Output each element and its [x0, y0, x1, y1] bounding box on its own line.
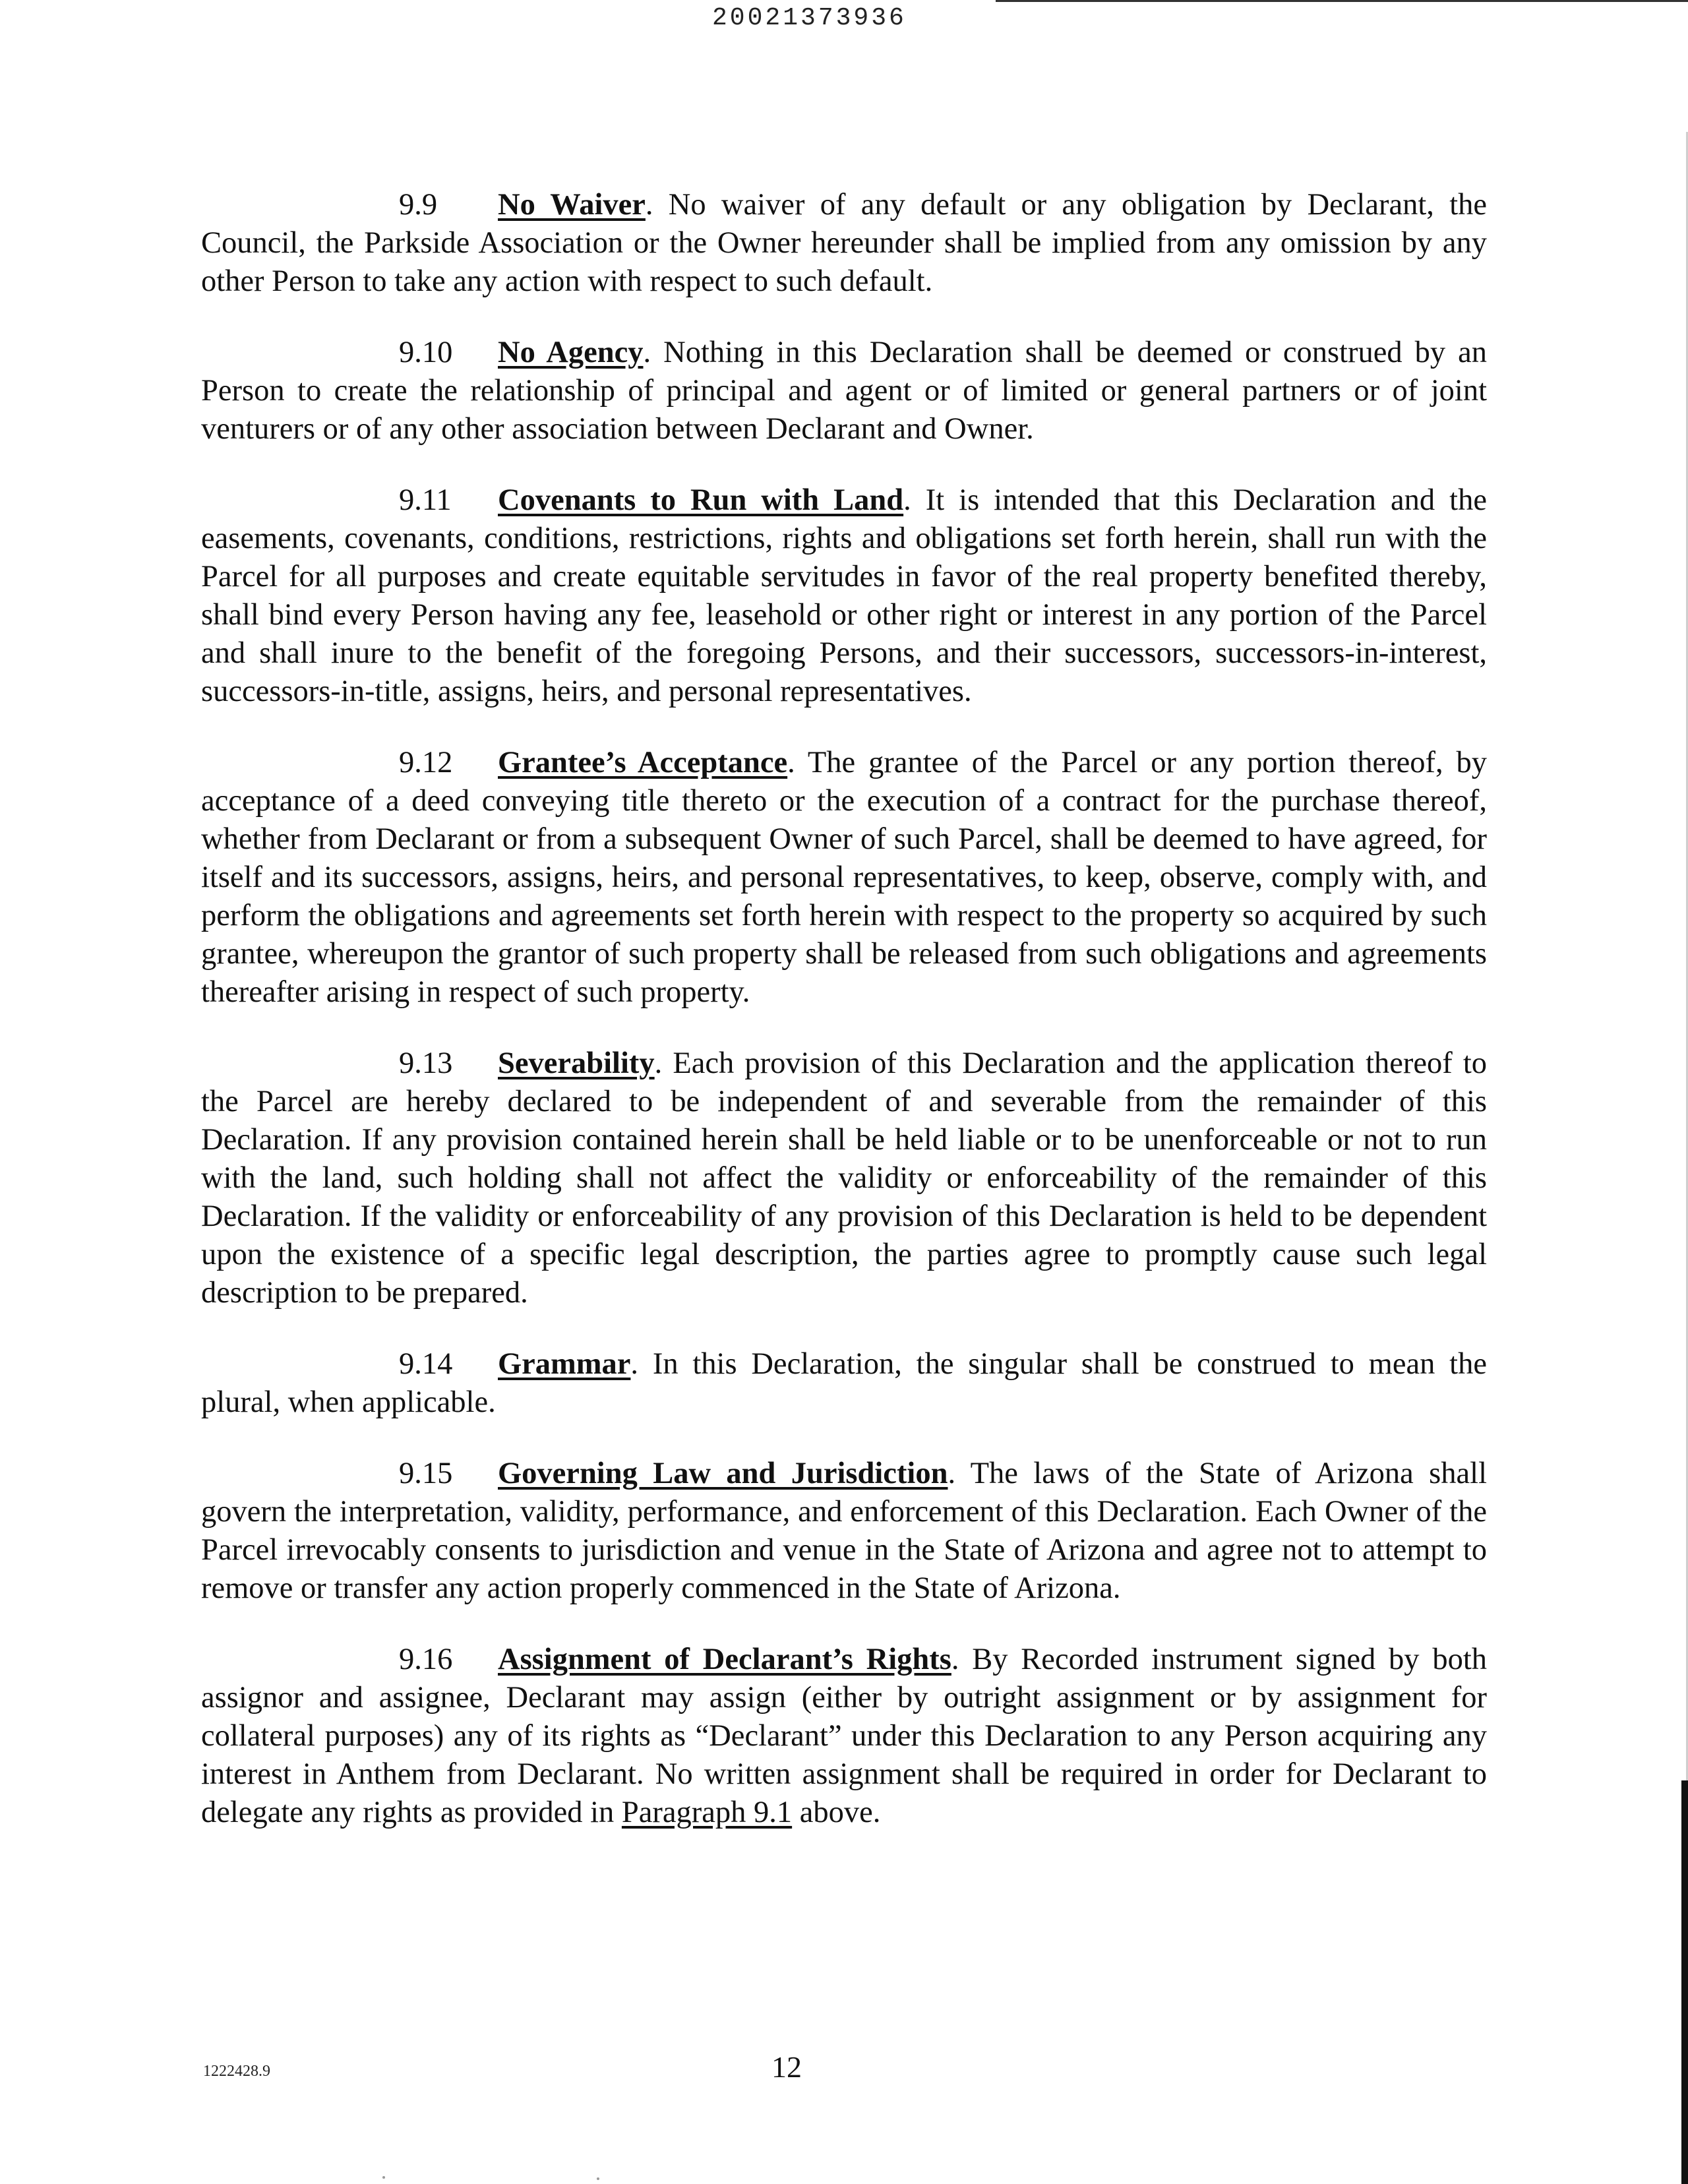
scan-speck	[597, 2177, 599, 2180]
section-9-13	[201, 1045, 1487, 1312]
scan-edge-bar	[1681, 1780, 1688, 2184]
section-number: 9.13	[399, 1046, 453, 1080]
page-number: 12	[771, 2050, 802, 2084]
recording-number: 20021373936	[712, 4, 907, 32]
section-heading: No Waiver	[498, 188, 646, 222]
scan-speck	[382, 2176, 385, 2179]
section-text: . No waiver of any default or any obligation by Declarant, the Council, the Parkside Association or the Owner hereunder shall be implied from any omission by any other Person to take any action with respect to such default.	[201, 188, 1487, 298]
section-number: 9.9	[399, 188, 438, 222]
section-9-11	[201, 481, 1487, 711]
section-heading: Assignment of Declarant’s Rights	[498, 1643, 951, 1676]
section-number: 9.15	[399, 1457, 453, 1490]
section-number: 9.10	[399, 336, 453, 369]
section-heading: Grammar	[498, 1347, 631, 1381]
section-number: 9.12	[399, 746, 453, 779]
section-9-15	[201, 1455, 1487, 1608]
section-heading: Governing Law and Jurisdiction	[498, 1457, 948, 1490]
section-number: 9.11	[399, 483, 452, 517]
document-body	[201, 186, 1487, 1865]
section-9-16	[201, 1641, 1487, 1832]
top-rule	[996, 0, 1688, 2]
section-9-12	[201, 744, 1487, 1012]
document-id: 1222428.9	[203, 2063, 270, 2080]
section-text: . By Recorded instrument signed by both assignor and assignee, Declarant may assign (either by outright assignment or by assignment for collateral purposes) any of its rights as “Declarant” under this Declaration to any Person acquiring any interest in Anthem from Declarant. No written assignment shall be required in order for Declarant to delegate any rights as provided in	[201, 1643, 1487, 1829]
section-9-14	[201, 1345, 1487, 1422]
section-9-10	[201, 334, 1487, 448]
paragraph-reference: Paragraph 9.1	[621, 1796, 793, 1829]
section-heading: Severability	[498, 1046, 655, 1080]
section-number: 9.16	[399, 1643, 453, 1676]
section-text: . The laws of the State of Arizona shall govern the interpretation, validity, performance, and enforcement of this Declaration. Each Owner of the Parcel irrevocably consents to jurisdiction and venue in the State of Arizona and agree not to attempt to remove or transfer any action properly commenced in the State of Arizona.	[201, 1457, 1488, 1605]
section-text: . The grantee of the Parcel or any portion thereof, by acceptance of a deed conveying title thereto or the execution of a contract for the purchase thereof, whether from Declarant or from a subsequent Owner of such Parcel, shall be deemed to have agreed, for itself and its successors, assigns, heirs, and personal representatives, to keep, observe, comply with, and perform the obligations and agreements set forth herein with respect to the property so acquired by such grantee, whereupon the grantor of such property shall be released from such obligations and agreements thereafter arising in respect of such property.	[201, 746, 1487, 1009]
section-heading: Covenants to Run with Land	[498, 483, 904, 517]
section-text-after: above.	[792, 1796, 881, 1829]
section-text: . It is intended that this Declaration and the easements, covenants, conditions, restrictions, rights and obligations set forth herein, shall run with the Parcel for all purposes and create equitable servitudes in favor of the real property benefited thereby, shall bind every Person having any fee, leasehold or other right or interest in any portion of the Parcel and shall inure to the benefit of the foregoing Persons, and their successors, successors-in-interest, successors-in-title, assigns, heirs, and personal representatives.	[201, 483, 1487, 708]
section-9-9	[201, 186, 1487, 301]
section-heading: No Agency	[498, 336, 644, 369]
section-number: 9.14	[399, 1347, 453, 1381]
section-text: . Each provision of this Declaration and the application thereof to the Parcel are hereby declared to be independent of and severable from the remainder of this Declaration. If any provision contained herein shall be held liable or to be unenforceable or not to run with the land, such holding shall not affect the validity or enforceability of the remainder of this Declaration. If the validity or enforceability of any provision of this Declaration is held to be dependent upon the existence of a specific legal description, the parties agree to promptly cause such legal description to be prepared.	[201, 1046, 1487, 1310]
section-text: . Nothing in this Declaration shall be deemed or construed by an Person to create the relationship of principal and agent or of limited or general partners or of joint venturers or of any other association between Declarant and Owner.	[201, 336, 1487, 446]
section-heading: Grantee’s Acceptance	[498, 746, 788, 779]
section-text: . In this Declaration, the singular shall be construed to mean the plural, when applicable.	[201, 1347, 1487, 1419]
